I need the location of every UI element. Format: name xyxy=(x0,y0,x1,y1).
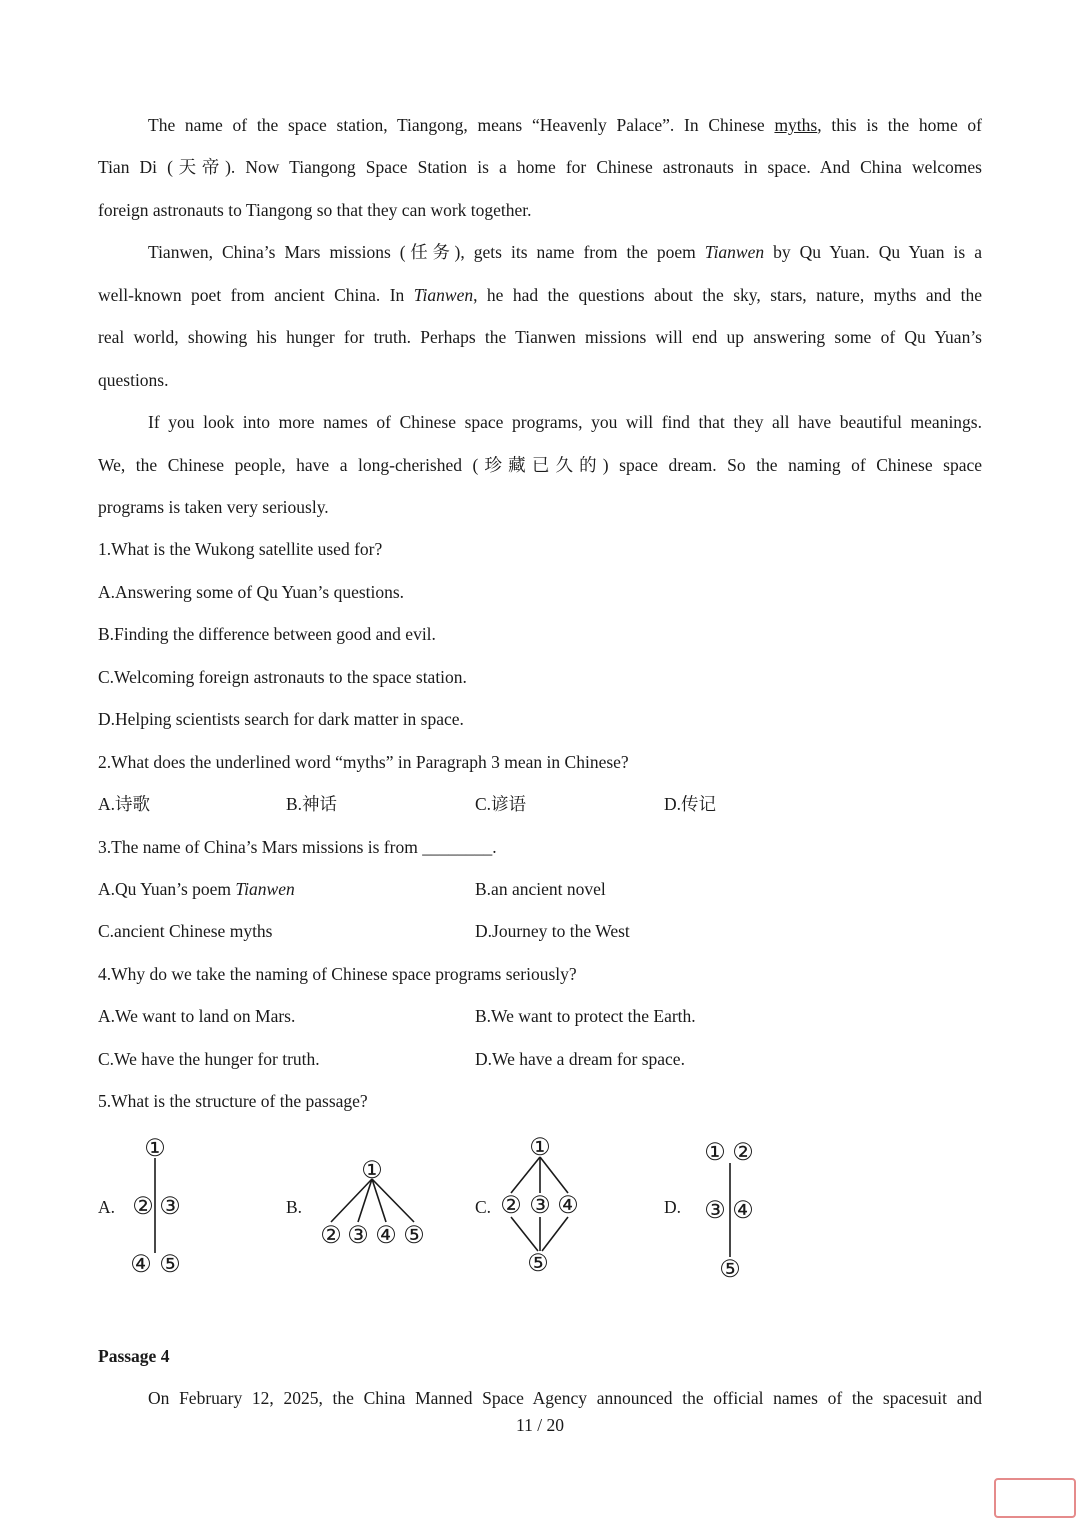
paragraph-1-line-3: foreign astronauts to Tiangong so that they can work together. xyxy=(98,200,532,220)
diagram-c-connector xyxy=(511,1217,538,1251)
diagram-d-node-1: ① xyxy=(704,1140,726,1166)
question-3-option-a: A.Qu Yuan’s poem Tianwen xyxy=(98,879,295,899)
paragraph-1-line-1: The name of the space station, Tiangong, means “Heavenly Palace”. In Chinese myths, this is the home of xyxy=(148,115,983,135)
question-4-option-b: B.We want to protect the Earth. xyxy=(475,1006,696,1026)
paragraph-1-line-2: Tian Di (天帝). Now Tiangong Space Station is a home for Chinese astronauts in space. And China welcomes xyxy=(98,157,982,177)
underlined-word-myths: myths xyxy=(774,115,818,135)
paragraph-3-line-2: We, the Chinese people, have a long-cherished (珍藏已久的) space dream. So the naming of Chinese space xyxy=(98,455,982,475)
diagram-d-label: D. xyxy=(664,1197,682,1217)
question-4-option-c: C.We have the hunger for truth. xyxy=(98,1049,320,1069)
diagram-c-node-1: ① xyxy=(529,1135,551,1161)
watermark-seal xyxy=(994,1478,1076,1518)
diagram-c-connector xyxy=(540,1157,568,1193)
diagram-d-node-2: ② xyxy=(732,1140,754,1166)
diagram-a-node-1: ① xyxy=(144,1136,166,1162)
question-3-option-b: B.an ancient novel xyxy=(475,879,606,899)
diagram-c-node-5: ⑤ xyxy=(527,1251,549,1277)
paragraph-3-line-1: If you look into more names of Chinese space programs, you will find that they all have beautiful meanings. xyxy=(148,412,982,432)
diagram-a-node-4: ④ xyxy=(130,1252,152,1278)
question-3-stem: 3.The name of China’s Mars missions is from ________. xyxy=(98,837,497,857)
question-1-option-a: A.Answering some of Qu Yuan’s questions. xyxy=(98,582,405,602)
paragraph-2-line-1: Tianwen, China’s Mars missions (任务), gets its name from the poem Tianwen by Qu Yuan. Qu Yuan is a xyxy=(148,242,982,262)
question-2-option-d: D.传记 xyxy=(664,794,717,814)
diagram-a-node-3: ③ xyxy=(159,1194,181,1220)
paragraph-3-line-3: programs is taken very seriously. xyxy=(98,497,329,517)
question-4-option-a: A.We want to land on Mars. xyxy=(98,1006,296,1026)
passage-4-heading: Passage 4 xyxy=(98,1346,170,1366)
paragraph-2-line-4: questions. xyxy=(98,370,169,390)
question-4-stem: 4.Why do we take the naming of Chinese space programs seriously? xyxy=(98,964,577,984)
diagram-a-node-5: ⑤ xyxy=(159,1252,181,1278)
diagram-b-node-5: ⑤ xyxy=(403,1223,425,1249)
diagram-d-node-4: ④ xyxy=(732,1198,754,1224)
diagram-c-label: C. xyxy=(475,1197,492,1217)
question-2-stem: 2.What does the underlined word “myths” in Paragraph 3 mean in Chinese? xyxy=(98,752,629,772)
diagram-b-node-1: ① xyxy=(361,1158,383,1184)
question-2-option-a: A.诗歌 xyxy=(98,794,151,814)
question-2-option-b: B.神话 xyxy=(286,794,338,814)
diagram-b-node-4: ④ xyxy=(375,1223,397,1249)
diagram-b-node-2: ② xyxy=(320,1223,342,1249)
question-2-option-c: C.谚语 xyxy=(475,794,527,814)
diagram-c-node-3: ③ xyxy=(529,1193,551,1219)
diagram-b-label: B. xyxy=(286,1197,303,1217)
structure-diagrams xyxy=(0,1125,1080,1295)
paragraph-2-line-3: real world, showing his hunger for truth. Perhaps the Tianwen missions will end up answering some of Qu Yuan’s xyxy=(98,327,982,347)
diagram-a-node-2: ② xyxy=(132,1194,154,1220)
diagram-b-connector xyxy=(331,1179,372,1222)
question-3-option-c: C.ancient Chinese myths xyxy=(98,921,273,941)
question-1-stem: 1.What is the Wukong satellite used for? xyxy=(98,539,383,559)
diagram-c-node-2: ② xyxy=(500,1193,522,1219)
diagram-c-connector xyxy=(542,1217,568,1251)
diagram-a-label: A. xyxy=(98,1197,116,1217)
question-1-option-b: B.Finding the difference between good and evil. xyxy=(98,624,436,644)
passage-4-line-1: On February 12, 2025, the China Manned Space Agency announced the official names of the spacesuit and xyxy=(148,1388,982,1408)
diagram-c-connector xyxy=(511,1157,540,1193)
diagram-d-node-3: ③ xyxy=(704,1198,726,1224)
paragraph-2-line-2: well-known poet from ancient China. In Tianwen, he had the questions about the sky, stars, nature, myths and the xyxy=(98,285,982,305)
question-3-option-d: D.Journey to the West xyxy=(475,921,630,941)
page-number: 11 / 20 xyxy=(516,1415,564,1435)
diagram-c-node-4: ④ xyxy=(557,1193,579,1219)
question-4-option-d: D.We have a dream for space. xyxy=(475,1049,685,1069)
question-5-stem: 5.What is the structure of the passage? xyxy=(98,1091,368,1111)
diagram-b-node-3: ③ xyxy=(347,1223,369,1249)
diagram-d-node-5: ⑤ xyxy=(719,1257,741,1283)
question-1-option-c: C.Welcoming foreign astronauts to the space station. xyxy=(98,667,467,687)
question-1-option-d: D.Helping scientists search for dark matter in space. xyxy=(98,709,464,729)
